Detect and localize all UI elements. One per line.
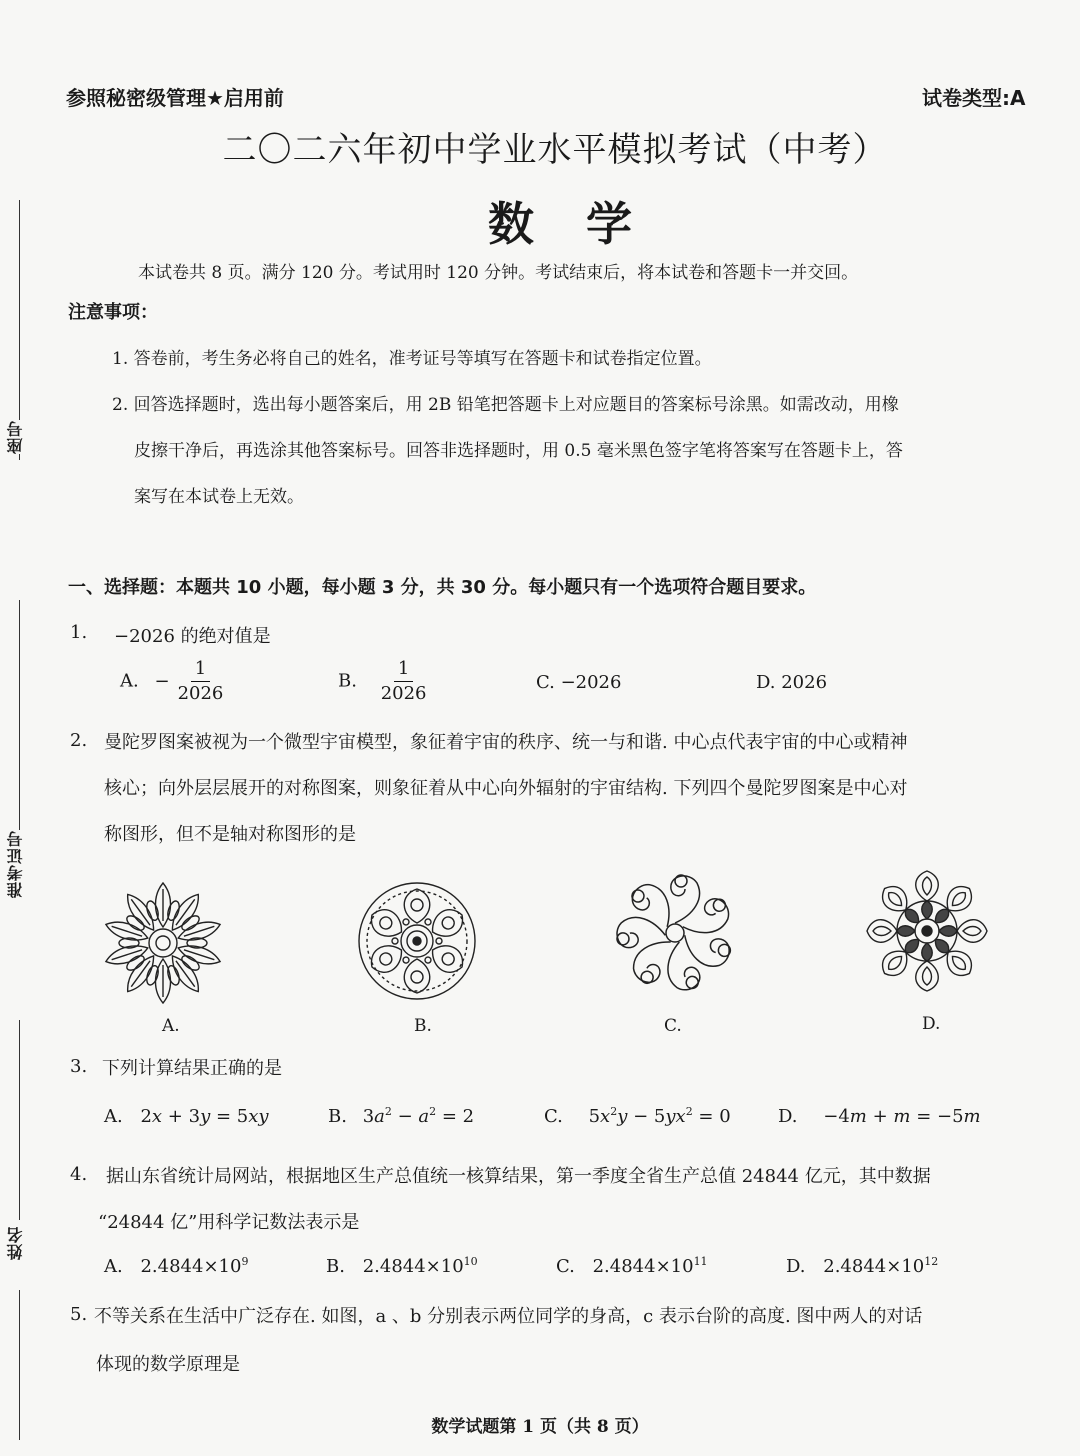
q3-option-a-label: A. xyxy=(104,1106,123,1127)
note-item-1: 1. 答卷前，考生务必将自己的姓名，准考证号等填写在答题卡和试卷指定位置。 xyxy=(112,349,712,369)
q4-option-d-mantissa: 2.4844×10 xyxy=(823,1256,925,1277)
q4-option-c xyxy=(556,1256,708,1277)
q4-option-d-exponent: 12 xyxy=(924,1255,939,1268)
q4-option-c-exponent: 11 xyxy=(693,1255,708,1268)
q4-option-a xyxy=(104,1256,248,1277)
binding-line-lower xyxy=(19,1020,20,1220)
mandala-a xyxy=(98,878,228,1008)
q4-option-d xyxy=(786,1256,938,1277)
q1-option-b-numerator: 1 xyxy=(394,660,413,682)
q1-option-a-fraction xyxy=(174,660,228,703)
mandala-b xyxy=(352,876,482,1006)
q1-option-a-sign: − xyxy=(154,670,170,692)
q1-option-a xyxy=(120,660,227,703)
note-item-2-line3: 案写在本试卷上无效。 xyxy=(134,487,304,507)
mandala-label-b: B. xyxy=(414,1016,432,1036)
subject-title: 数 学 xyxy=(487,197,632,251)
q1-option-b-denominator: 2026 xyxy=(380,683,427,704)
q3-option-b-math: $3a^2 - a^2 = 2$ xyxy=(362,1105,475,1127)
q3-option-b xyxy=(328,1106,474,1127)
q1-option-b-fraction xyxy=(377,660,431,703)
q2-line2: 核心；向外层层展开的对称图案，则象征着从中心向外辐射的宇宙结构. 下列四个曼陀罗图案是中心对 xyxy=(104,778,908,799)
q5-line2: 体现的数学原理是 xyxy=(96,1354,240,1375)
mandala-label-d: D. xyxy=(922,1014,941,1034)
q3-option-b-label: B. xyxy=(328,1106,347,1127)
name-label: 姓名 xyxy=(6,1226,25,1260)
mandala-label-a: A. xyxy=(162,1016,180,1036)
confidential-notice: 参照秘密级管理★启用前 xyxy=(66,86,284,110)
mandala-d xyxy=(862,866,992,996)
q3-option-d-label: D. xyxy=(778,1106,798,1127)
q1-option-a-denominator: 2026 xyxy=(177,683,224,704)
q1-option-c: C. −2026 xyxy=(536,672,622,693)
exam-id-label: 准考证号 xyxy=(6,830,25,898)
q4-option-b xyxy=(326,1256,478,1277)
q4-option-b-label: B. xyxy=(326,1256,345,1277)
q3-number: 3. xyxy=(70,1056,88,1077)
q3-option-d-math: −4m + m = −5m xyxy=(823,1106,981,1127)
notes-title: 注意事项： xyxy=(68,302,158,323)
q2-number: 2. xyxy=(70,730,88,751)
q4-option-c-label: C. xyxy=(556,1256,575,1277)
binding-line-mid xyxy=(19,600,20,840)
page-footer: 数学试题第 1 页（共 8 页） xyxy=(431,1417,649,1437)
q1-option-b xyxy=(338,660,431,703)
q3-option-a-math: 2x + 3y = 5xy xyxy=(140,1106,269,1127)
paper-type: 试卷类型:A xyxy=(922,86,1026,110)
q1-text: −2026 的绝对值是 xyxy=(114,626,271,647)
q1-option-a-prefix: A. xyxy=(120,670,139,692)
q3-option-c-label: C. xyxy=(544,1106,563,1127)
q4-line1: 据山东省统计局网站，根据地区生产总值统一核算结果，第一季度全省生产总值 24844 亿元，其中数据 xyxy=(106,1166,931,1187)
q1-option-d: D. 2026 xyxy=(756,672,828,693)
q1-number: 1. xyxy=(70,622,88,643)
q4-option-c-mantissa: 2.4844×10 xyxy=(592,1256,694,1277)
q3-option-c xyxy=(544,1106,731,1127)
q4-option-d-label: D. xyxy=(786,1256,806,1277)
intro-text: 本试卷共 8 页。满分 120 分。考试用时 120 分钟。考试结束后，将本试卷和答题卡一并交回。 xyxy=(138,263,859,283)
q4-option-b-exponent: 10 xyxy=(463,1255,478,1268)
q4-option-b-mantissa: 2.4844×10 xyxy=(362,1256,464,1277)
q2-line1: 曼陀罗图案被视为一个微型宇宙模型，象征着宇宙的秩序、统一与和谐. 中心点代表宇宙的中心或精神 xyxy=(104,732,908,753)
seat-label: 座号 xyxy=(6,420,25,454)
q4-option-a-label: A. xyxy=(104,1256,123,1277)
mandala-c xyxy=(610,868,740,998)
q2-line3: 称图形，但不是轴对称图形的是 xyxy=(104,824,356,845)
exam-title: 二〇二六年初中学业水平模拟考试（中考） xyxy=(222,130,888,170)
mandala-label-c: C. xyxy=(664,1016,682,1036)
q5-line1: 不等关系在生活中广泛存在. 如图，a 、b 分别表示两位同学的身高，c 表示台阶的高度. 图中两人的对话 xyxy=(94,1306,923,1327)
section-title: 一、选择题：本题共 10 小题，每小题 3 分，共 30 分。每小题只有一个选项符合题目要求。 xyxy=(68,577,817,598)
q3-text: 下列计算结果正确的是 xyxy=(102,1058,282,1079)
q4-option-a-exponent: 9 xyxy=(241,1255,249,1268)
q3-option-d xyxy=(778,1106,981,1127)
note-item-2-line1: 2. 回答选择题时，选出每小题答案后，用 2B 铅笔把答题卡上对应题目的答案标号涂黑。如需改动，用橡 xyxy=(112,395,899,415)
q1-option-a-numerator: 1 xyxy=(191,660,210,682)
q4-number: 4. xyxy=(70,1164,88,1185)
q1-option-b-prefix: B. xyxy=(338,670,357,692)
q4-line2: “24844 亿”用科学记数法表示是 xyxy=(98,1212,360,1233)
q3-option-a xyxy=(104,1106,269,1127)
note-item-2-line2: 皮擦干净后，再选涂其他答案标号。回答非选择题时，用 0.5 毫米黑色签字笔将答案写在答题卡上，答 xyxy=(134,441,903,461)
q5-number: 5. xyxy=(70,1304,88,1325)
q3-option-c-math: $5x^2y - 5yx^2 = 0$ xyxy=(588,1105,731,1127)
q4-option-a-mantissa: 2.4844×10 xyxy=(140,1256,242,1277)
